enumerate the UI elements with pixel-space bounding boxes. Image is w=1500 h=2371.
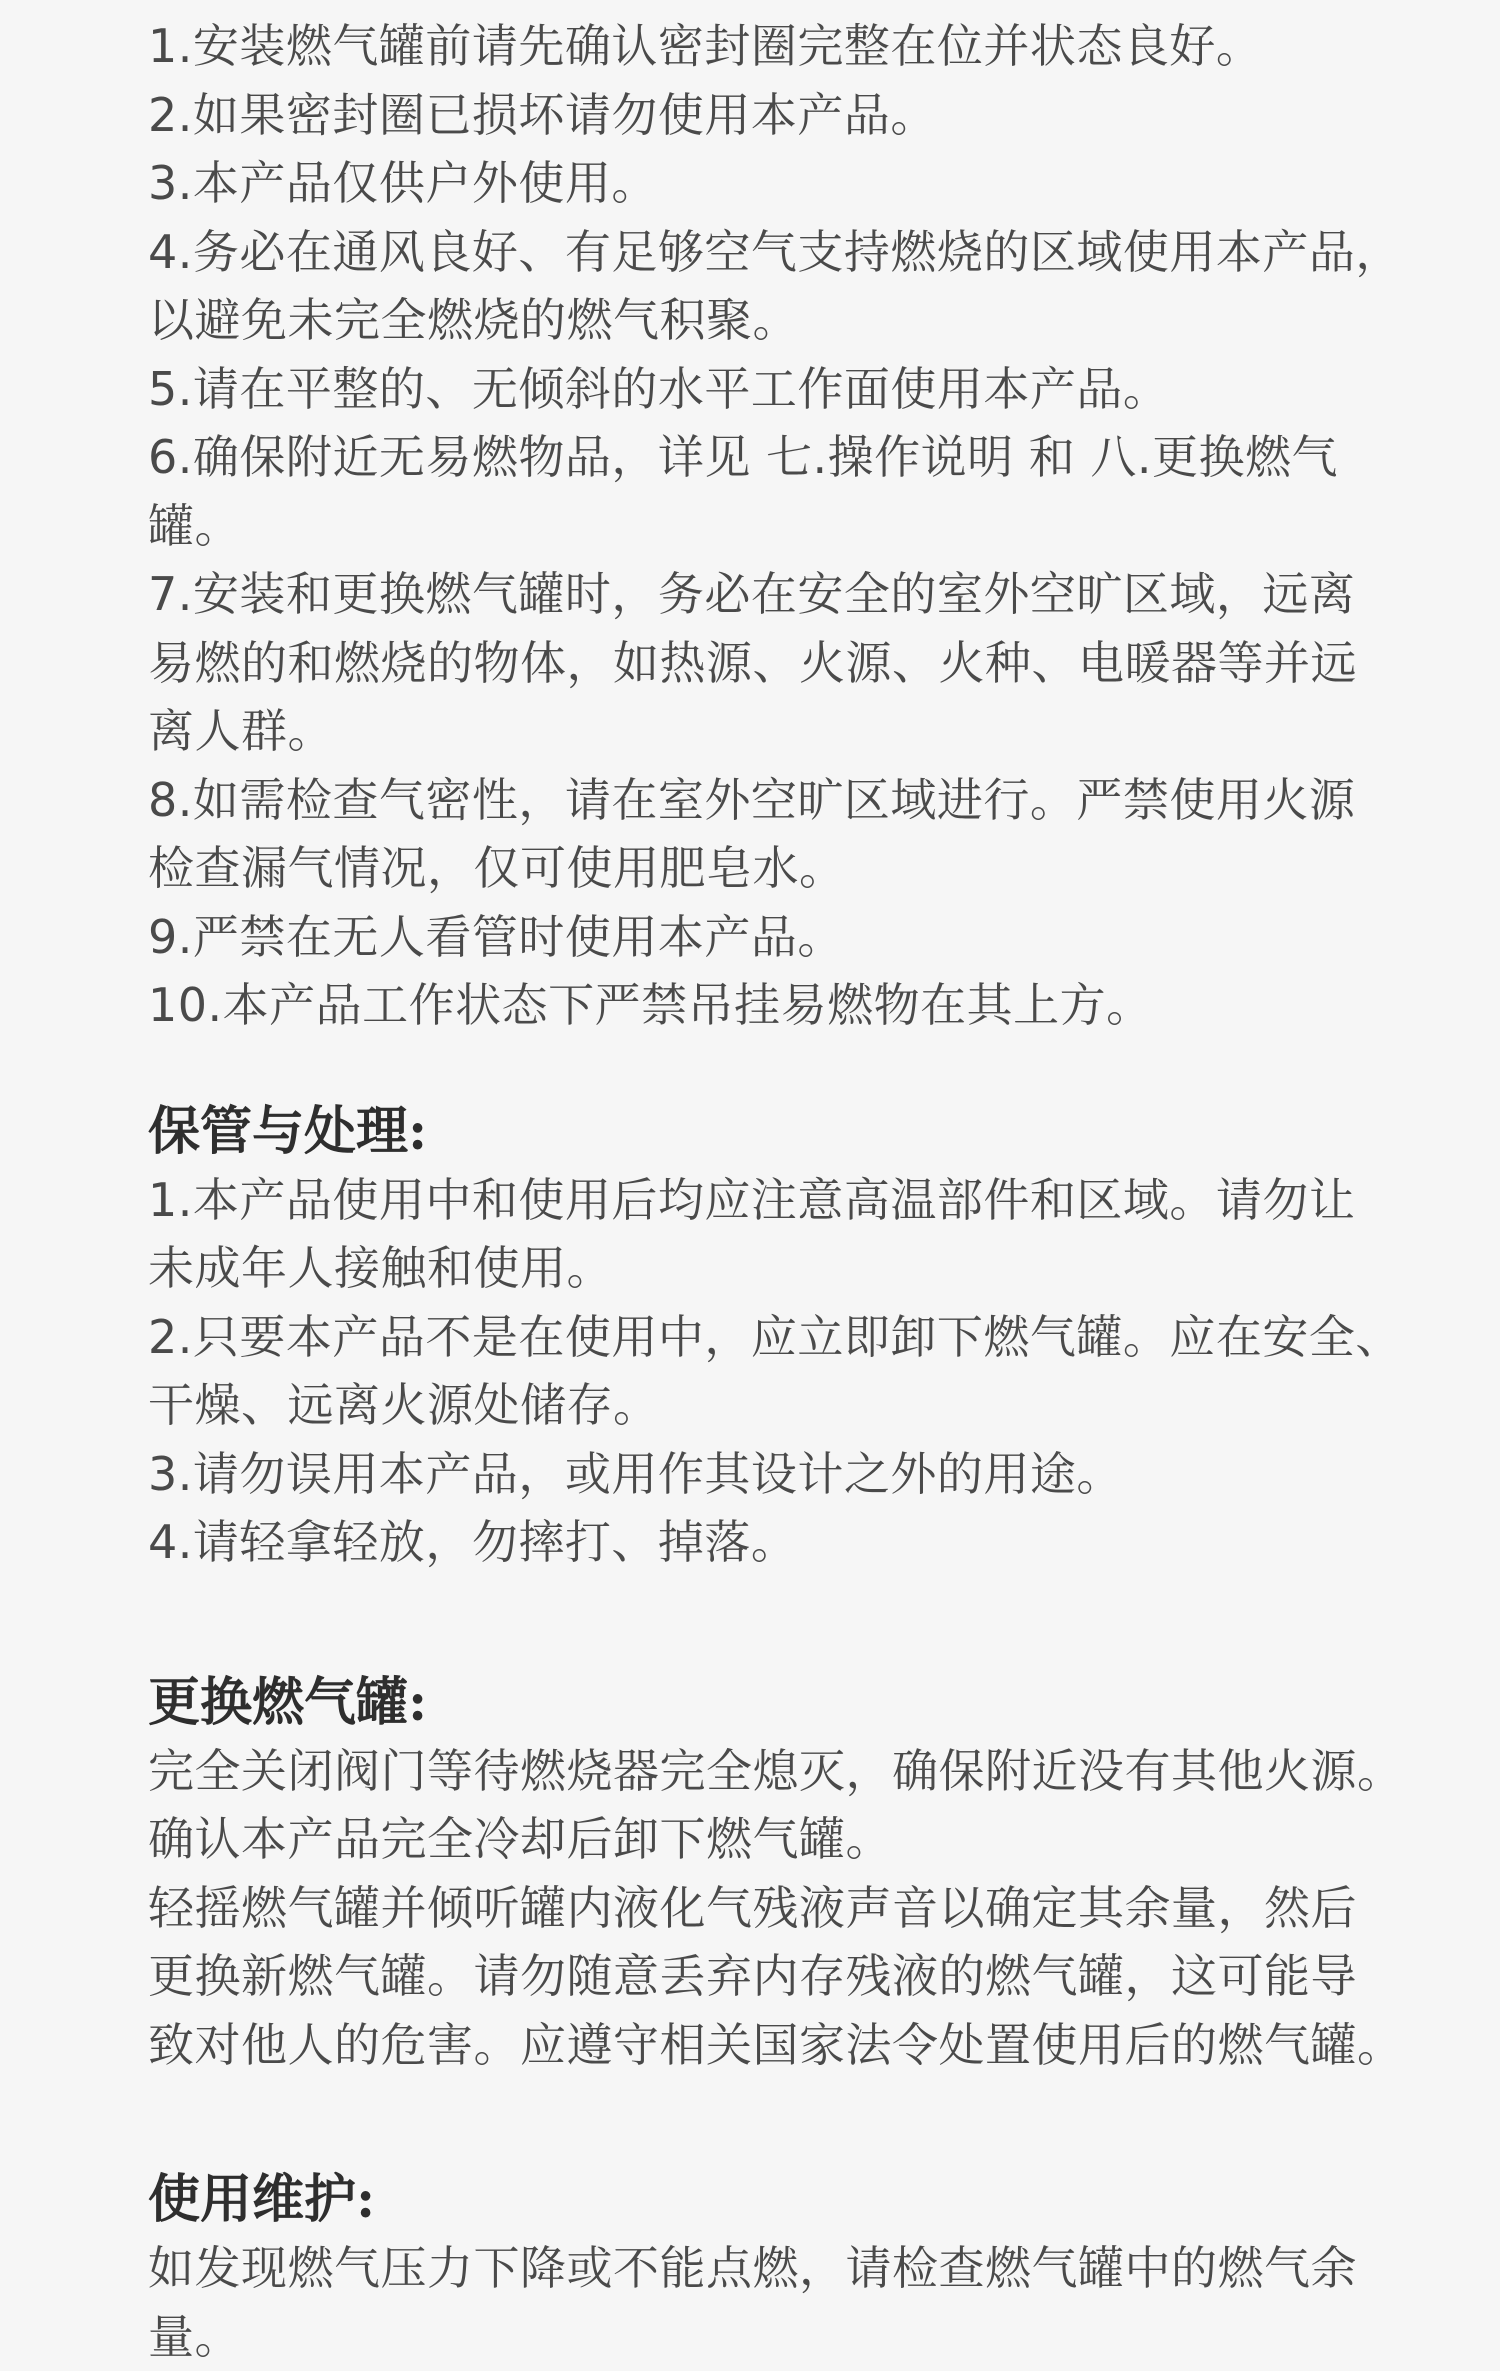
maintenance-heading: 使用维护: xyxy=(148,2166,1352,2234)
replace-line: 轻摇燃气罐并倾听罐内液化气残液声音以确定其余量，然后 xyxy=(148,1874,1352,1943)
replace-line: 致对他人的危害。应遵守相关国家法令处置使用后的燃气罐。 xyxy=(148,2011,1352,2080)
storage-line: 3.请勿误用本产品，或用作其设计之外的用途。 xyxy=(148,1440,1352,1509)
replace-line: 更换新燃气罐。请勿随意丢弃内存残液的燃气罐，这可能导 xyxy=(148,1942,1352,2011)
storage-line: 2.只要本产品不是在使用中，应立即卸下燃气罐。应在安全、 xyxy=(148,1303,1352,1372)
maintenance-section xyxy=(148,2166,1352,2371)
replace-line: 确认本产品完全冷却后卸下燃气罐。 xyxy=(148,1805,1352,1874)
safety-line: 7.安装和更换燃气罐时，务必在安全的室外空旷区域，远离 xyxy=(148,560,1352,629)
safety-line: 以避免未完全燃烧的燃气积聚。 xyxy=(148,286,1352,355)
safety-line: 离人群。 xyxy=(148,697,1352,766)
storage-line: 未成年人接触和使用。 xyxy=(148,1234,1352,1303)
replace-canister-section xyxy=(148,1669,1352,2080)
safety-list xyxy=(148,12,1352,1040)
safety-line: 5.请在平整的、无倾斜的水平工作面使用本产品。 xyxy=(148,355,1352,424)
storage-section xyxy=(148,1098,1352,1577)
storage-heading: 保管与处理: xyxy=(148,1098,1352,1166)
safety-line: 8.如需检查气密性，请在室外空旷区域进行。严禁使用火源 xyxy=(148,766,1352,835)
replace-line: 完全关闭阀门等待燃烧器完全熄灭，确保附近没有其他火源。 xyxy=(148,1737,1352,1806)
safety-line: 3.本产品仅供户外使用。 xyxy=(148,149,1352,218)
maintenance-line: 如发现燃气压力下降或不能点燃，请检查燃气罐中的燃气余 xyxy=(148,2234,1352,2303)
storage-line: 1.本产品使用中和使用后均应注意高温部件和区域。请勿让 xyxy=(148,1166,1352,1235)
safety-line: 6.确保附近无易燃物品，详见 七.操作说明 和 八.更换燃气 xyxy=(148,423,1352,492)
safety-line: 4.务必在通风良好、有足够空气支持燃烧的区域使用本产品， xyxy=(148,218,1352,287)
safety-line: 易燃的和燃烧的物体，如热源、火源、火种、电暖器等并远 xyxy=(148,629,1352,698)
safety-line: 10.本产品工作状态下严禁吊挂易燃物在其上方。 xyxy=(148,971,1352,1040)
maintenance-line: 量。 xyxy=(148,2303,1352,2371)
safety-line: 罐。 xyxy=(148,492,1352,561)
safety-line: 2.如果密封圈已损坏请勿使用本产品。 xyxy=(148,81,1352,150)
safety-line: 1.安装燃气罐前请先确认密封圈完整在位并状态良好。 xyxy=(148,12,1352,81)
storage-line: 4.请轻拿轻放，勿摔打、掉落。 xyxy=(148,1508,1352,1577)
storage-line: 干燥、远离火源处储存。 xyxy=(148,1371,1352,1440)
replace-canister-heading: 更换燃气罐: xyxy=(148,1669,1352,1737)
safety-line: 9.严禁在无人看管时使用本产品。 xyxy=(148,903,1352,972)
safety-line: 检查漏气情况，仅可使用肥皂水。 xyxy=(148,834,1352,903)
